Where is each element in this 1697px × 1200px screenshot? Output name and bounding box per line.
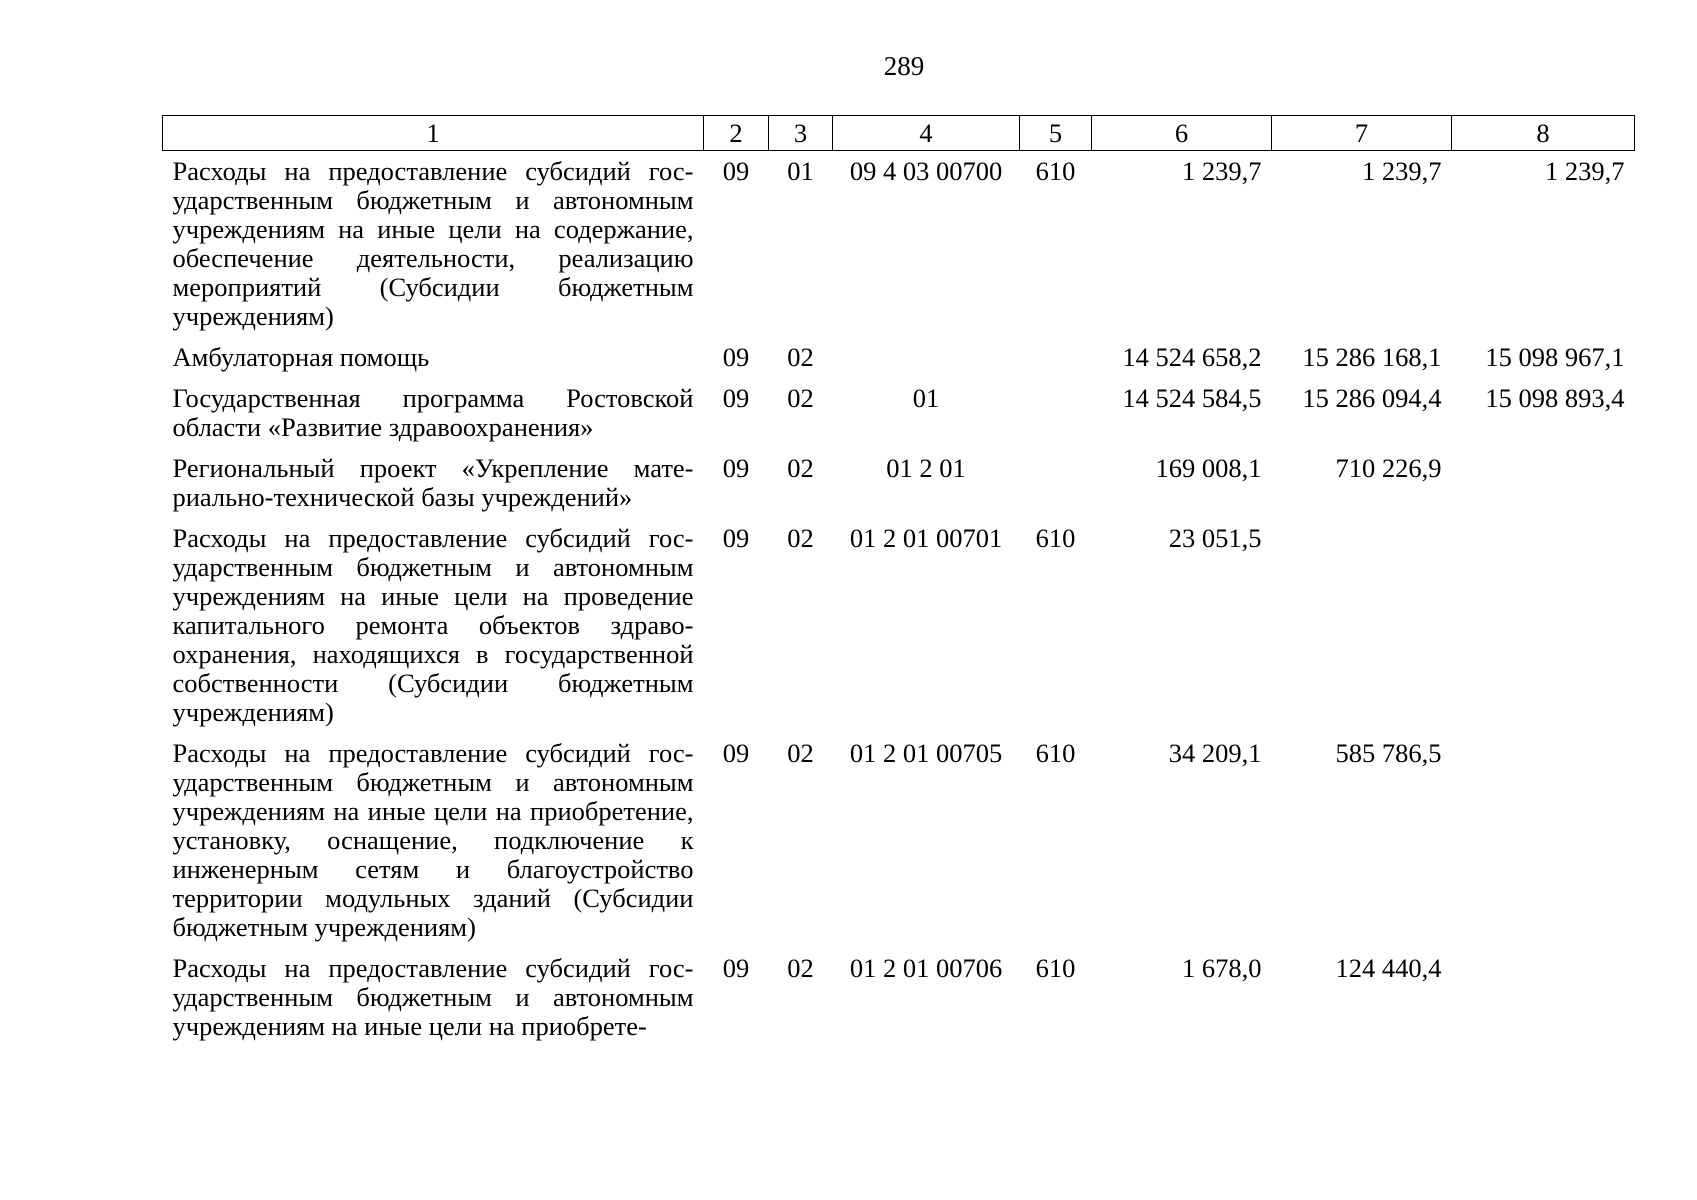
expense-type-code [1020, 378, 1092, 448]
budget-table-container [162, 115, 1634, 1047]
table-row [163, 378, 1635, 448]
page-number: 289 [883, 51, 925, 81]
row-description: Государственная программа Ростовской области «Развитие здравоохранения» [172, 383, 694, 442]
target-article-code: 09 4 03 00700 [849, 156, 1003, 186]
target-article-code: 01 [912, 383, 940, 413]
table-row [163, 337, 1635, 378]
subsection-code: 02 [787, 342, 814, 372]
row-description: Амбулаторная помощь [172, 342, 430, 372]
expense-type-code: 610 [1035, 953, 1076, 983]
amount-col-7: 1 239,7 [1362, 156, 1442, 186]
row-description: Расходы на предоставление субсидий государственным бюджетным и автономным учреждениям на иные цели на проведение капитального ремонта объектов здравоохранения, находящихся в государственной собственности (Субсидии бюджетным учреждениям) [172, 523, 694, 727]
section-code: 09 [722, 383, 750, 413]
section-code: 09 [722, 738, 750, 768]
table-row [163, 448, 1635, 518]
expense-type-code: 610 [1035, 156, 1076, 186]
column-header: 2 [704, 116, 769, 151]
column-header: 7 [1272, 116, 1452, 151]
amount-col-7: 15 286 168,1 [1302, 342, 1442, 372]
amount-col-6: 1 239,7 [1182, 156, 1262, 186]
amount-col-8 [1452, 518, 1635, 733]
section-code: 09 [722, 523, 750, 553]
subsection-code: 02 [787, 453, 814, 483]
section-code: 09 [722, 453, 750, 483]
amount-col-8 [1452, 948, 1635, 1047]
section-code: 09 [722, 156, 750, 186]
target-article-code: 01 2 01 00706 [849, 953, 1003, 983]
amount-col-6: 34 209,1 [1168, 738, 1262, 768]
section-code: 09 [722, 342, 750, 372]
column-header: 1 [163, 116, 704, 151]
column-header: 4 [833, 116, 1020, 151]
row-description: Расходы на предоставление субсидий государственным бюджетным и автономным учреждениям на иные цели на приобрете- [172, 953, 694, 1041]
column-header: 6 [1092, 116, 1272, 151]
table-row [163, 518, 1635, 733]
table-row [163, 151, 1635, 338]
amount-col-7: 710 226,9 [1335, 453, 1442, 483]
amount-col-8 [1452, 733, 1635, 948]
amount-col-8: 15 098 967,1 [1485, 342, 1625, 372]
row-description: Региональный проект «Укрепление материально-технической базы учреждений» [172, 453, 694, 512]
table-header-row [163, 116, 1635, 151]
target-article-code: 01 2 01 [886, 453, 966, 483]
amount-col-6: 1 678,0 [1182, 953, 1262, 983]
row-description: Расходы на предоставление субсидий государственным бюджетным и автономным учреждениям на иные цели на содержание, обеспечение деятельности, реализацию мероприятий (Субсидии бюджетным учреждениям) [172, 156, 694, 331]
amount-col-7: 15 286 094,4 [1302, 383, 1442, 413]
table-row [163, 948, 1635, 1047]
amount-col-8 [1452, 448, 1635, 518]
subsection-code: 02 [787, 953, 814, 983]
row-description: Расходы на предоставление субсидий государственным бюджетным и автономным учреждениям на иные цели на приобретение, установку, оснащение, подключение к инженерным сетям и благоустройство территории модульных зданий (Субсидии бюджетным учреждениям) [172, 738, 694, 942]
column-header: 8 [1452, 116, 1635, 151]
amount-col-6: 169 008,1 [1155, 453, 1262, 483]
target-article-code [833, 337, 1020, 378]
amount-col-8: 15 098 893,4 [1485, 383, 1625, 413]
table-row [163, 733, 1635, 948]
amount-col-8: 1 239,7 [1545, 156, 1625, 186]
column-header: 3 [769, 116, 833, 151]
expense-type-code [1020, 448, 1092, 518]
amount-col-6: 23 051,5 [1168, 523, 1262, 553]
subsection-code: 02 [787, 523, 814, 553]
expense-type-code: 610 [1035, 738, 1076, 768]
amount-col-6: 14 524 584,5 [1122, 383, 1262, 413]
amount-col-6: 14 524 658,2 [1122, 342, 1262, 372]
expense-type-code: 610 [1035, 523, 1076, 553]
section-code: 09 [722, 953, 750, 983]
amount-col-7: 124 440,4 [1335, 953, 1442, 983]
subsection-code: 01 [787, 156, 814, 186]
subsection-code: 02 [787, 738, 814, 768]
subsection-code: 02 [787, 383, 814, 413]
amount-col-7 [1272, 518, 1452, 733]
column-header: 5 [1020, 116, 1092, 151]
target-article-code: 01 2 01 00701 [849, 523, 1003, 553]
amount-col-7: 585 786,5 [1335, 738, 1442, 768]
budget-table [162, 115, 1635, 1047]
target-article-code: 01 2 01 00705 [849, 738, 1003, 768]
expense-type-code [1020, 337, 1092, 378]
